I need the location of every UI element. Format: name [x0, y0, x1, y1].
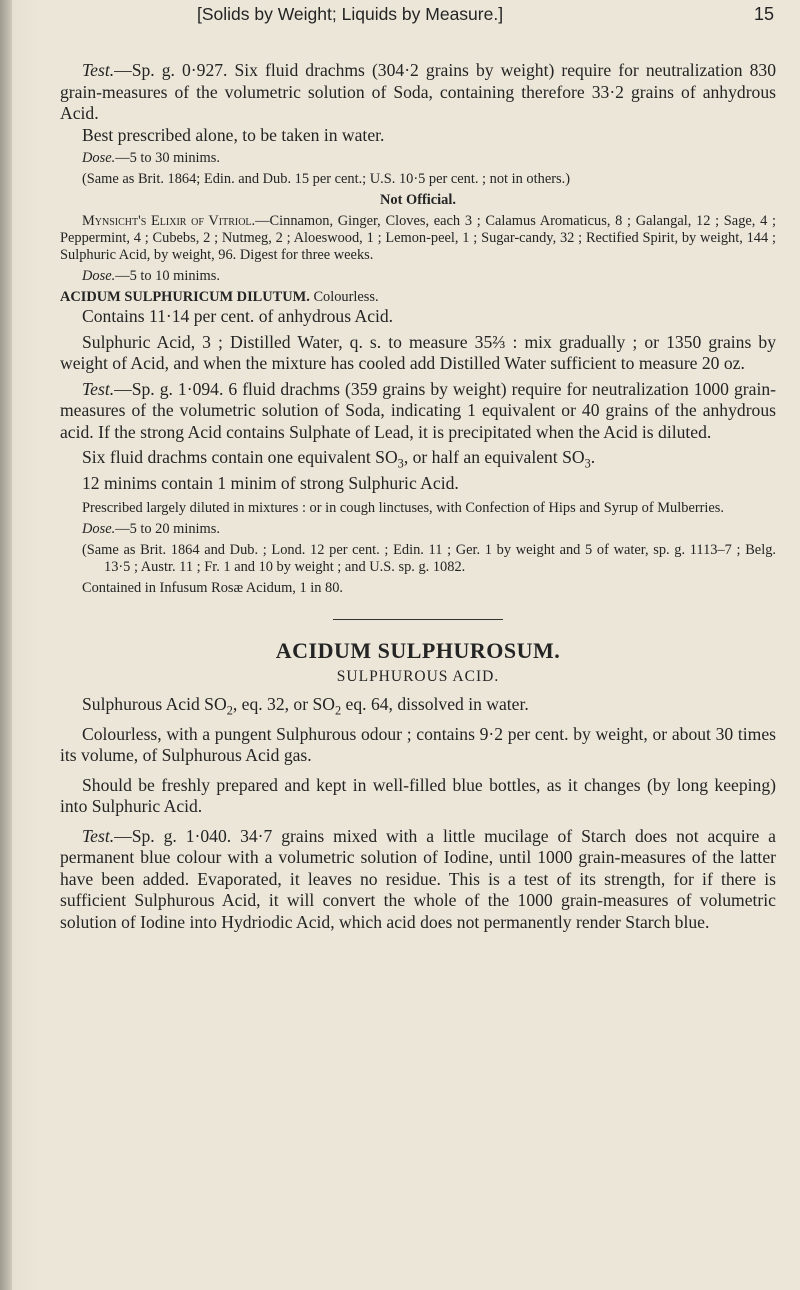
paragraph-six	[60, 447, 776, 469]
text-run: Colourless, with a pungent Sulphurous odour ; contains 9·2 per cent. by weight, or about 30 times its volume, of Sulphurous Acid gas.	[60, 723, 776, 765]
text-run: Not Official.	[380, 192, 456, 208]
text-run: .	[590, 447, 596, 467]
text-run: , or half an equivalent SO	[403, 447, 585, 467]
text-run: (Same as Brit. 1864 and Dub. ; Lond. 12 per cent. ; Edin. 11 ; Ger. 1 by weight and 5 of water, sp. g. 1113–7 ; Belg. 13·5 ; Austr. 11 ; Fr. 1 and 10 by weight ; and U.S. sp. g. 1082.	[82, 542, 776, 575]
text-run: eq. 64, dissolved in water.	[341, 694, 529, 714]
text-run: Should be freshly prepared and kept in well-filled blue bottles, as it changes (by long keeping) into Sulphuric Acid.	[60, 774, 776, 816]
paragraph-same1	[82, 171, 776, 188]
text-run: —Sp. g. 1·094. 6 fluid drachms (359 grains by weight) require for neutralization 1000 grain-measures of the volumetric solution of Soda, indicating 1 equivalent or 40 grains of the anhydrous acid. If the strong Acid contains Sulphate of Lead, it is precipitated when the Acid is diluted.	[60, 378, 776, 442]
text-run: Best prescribed alone, to be taken in water.	[82, 124, 385, 145]
paragraph-test2	[60, 379, 776, 444]
text-run: Test.	[82, 825, 115, 846]
section-title: ACIDUM SULPHUROSUM.	[275, 638, 561, 663]
paragraph-colourless	[60, 724, 776, 767]
paragraph-sulphacid	[60, 332, 776, 375]
running-header	[60, 0, 776, 60]
text-run: —Cinnamon, Ginger, Cloves, each 3 ; Calamus Aromaticus, 8 ; Galangal, 12 ; Sage, 4 ; Peppermint, 4 ; Cubebs, 2 ; Nutmeg, 2 ; Aloeswood, 1 ; Lemon-peel, 1 ; Sugar-candy, 32 ; Rectified Spirit, by weight, 144 ; Sulphuric Acid, by weight, 96. Digest for three weeks.	[60, 213, 776, 263]
paragraph-test1	[60, 60, 776, 125]
text-run: Prescribed largely diluted in mixtures : or in cough linctuses, with Confection of Hips and Syrup of Mulberries.	[82, 500, 725, 516]
text-run: Dose.	[82, 521, 116, 537]
text-run: —5 to 10 minims.	[115, 268, 220, 284]
text-run: 2	[334, 703, 342, 718]
paragraph-should	[60, 775, 776, 818]
text-run: Dose.	[82, 268, 116, 284]
text-run: Test.	[82, 60, 115, 80]
section-divider-rule	[333, 619, 503, 620]
section-acidum-sulphuricum-text	[60, 60, 776, 597]
paragraph-sulphurous	[60, 694, 776, 716]
text-run: —5 to 30 minims.	[115, 150, 220, 166]
paragraph-best1	[60, 125, 776, 147]
paragraph-prescribed	[60, 500, 776, 517]
running-header-title: [Solids by Weight; Liquids by Measure.]	[197, 4, 504, 24]
section-subtitle: SULPHUROUS ACID.	[336, 668, 500, 685]
text-run: 2	[226, 703, 233, 718]
paragraph-dose3	[60, 521, 776, 538]
text-run: Contains 11·14 per cent. of anhydrous Acid.	[82, 306, 394, 326]
text-run: (Same as Brit. 1864; Edin. and Dub. 15 per cent.; U.S. 10·5 per cent. ; not in others.)	[82, 171, 570, 187]
text-run: Colourless.	[309, 289, 379, 305]
text-run: 3	[397, 456, 404, 471]
text-run: —Sp. g. 1·040. 34·7 grains mixed with a little mucilage of Starch does not acquire a permanent blue colour with a volumetric solution of Iodine, until 1000 grain-measures of the latter have been added. Evaporated, it leaves no residue. This is a test of its strength, for if there is sufficient Sulphurous Acid, it will convert the whole of the 1000 grain-measures of volumetric solution of Iodine into Hydriodic Acid, which acid does not permanently render Starch blue.	[60, 825, 776, 932]
paragraph-infusum	[60, 580, 776, 597]
text-run: 3	[584, 456, 591, 471]
text-run: —Sp. g. 0·927. Six fluid drachms (304·2 grains by weight) require for neutralization 830 grain-measures of the volumetric solution of Soda, containing therefore 33·2 grains of anhydrous Acid.	[60, 60, 776, 123]
paragraph-dose2	[60, 268, 776, 285]
paragraph-mynsicht	[60, 213, 776, 264]
text-run: Six fluid drachms contain one equivalent SO	[82, 447, 398, 467]
text-run: Test.	[82, 378, 115, 399]
text-run: —5 to 20 minims.	[115, 521, 220, 537]
paragraph-dose1	[60, 150, 776, 167]
paragraph-test3	[60, 826, 776, 934]
text-run: ACIDUM SULPHURICUM DILUTUM.	[60, 289, 310, 305]
paragraph-same2	[82, 542, 776, 576]
paragraph-twelve	[60, 473, 776, 495]
text-run: , eq. 32, or SO	[232, 694, 335, 714]
text-run: 12 minims contain 1 minim of strong Sulphuric Acid.	[82, 472, 459, 493]
section-acidum-sulphurosum-text	[60, 694, 776, 933]
text-run: Dose.	[82, 150, 116, 166]
page-content	[60, 0, 776, 933]
text-run: Sulphuric Acid, 3 ; Distilled Water, q. s. to measure 35⅔ : mix gradually ; or 1350 grains by weight of Acid, and when the mixture has cooled add Distilled Water sufficient to measure 20 oz.	[60, 331, 776, 373]
paragraph-notoff	[60, 192, 776, 209]
text-run: Mynsicht's Elixir of Vitriol.	[82, 213, 256, 229]
paragraph-contains	[60, 306, 776, 328]
paragraph-acdil	[60, 289, 776, 306]
page-gutter-shadow	[0, 0, 12, 1290]
page-number: 15	[753, 4, 774, 24]
text-run: Sulphurous Acid SO	[82, 694, 227, 714]
text-run: Contained in Infusum Rosæ Acidum, 1 in 80.	[82, 580, 344, 596]
